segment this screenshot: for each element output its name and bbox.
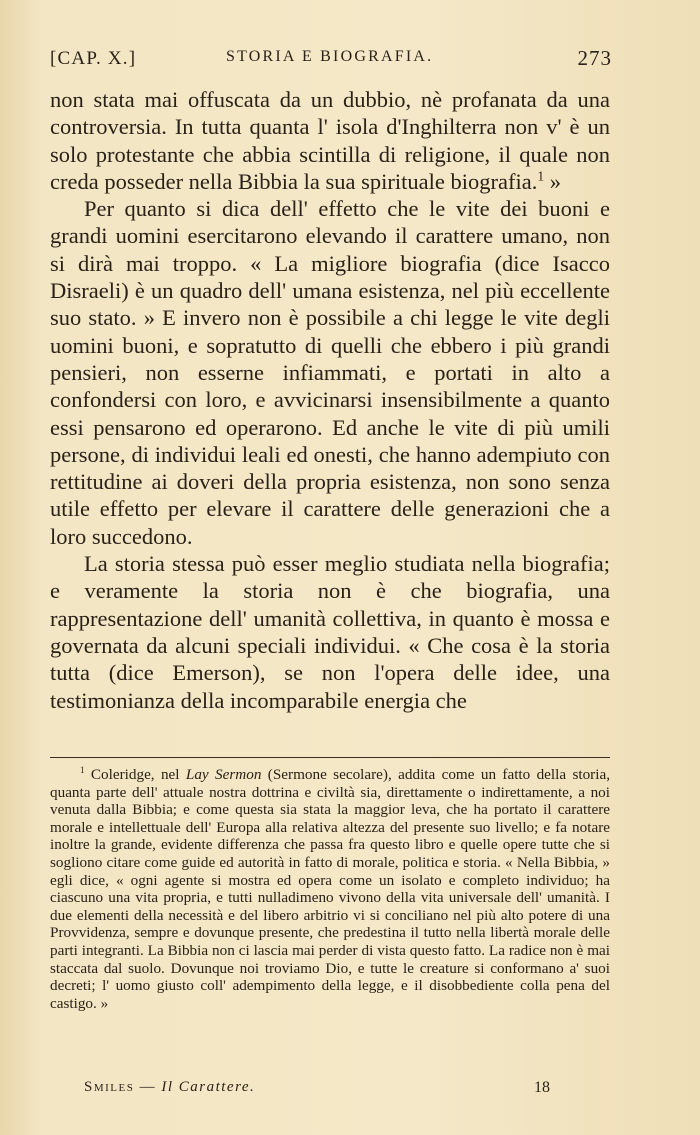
- paragraph-1: [50, 86, 610, 195]
- paragraph-2: Per quanto si dica dell' effetto che le vite dei buoni e grandi uomini esercitarono elevando il carattere umano, non si dirà mai troppo. « La migliore biografia (dice Isacco Disraeli) è un quadro dell' umana esistenza, nel più eccellente suo stato. » E invero non è possibile a chi legge le vite degli uomini buoni, e sopratutto di quelli che ebbero i più grandi pensieri, non esserne infiammati, e portati in alto a confondersi con loro, e avvicinarsi insensibilmente a quanto essi pensarono ed operarono. Ed anche le vite di più umili persone, di individui leali ed onesti, che hanno adempiuto con rettitudine ai doveri della propria esistenza, non sono senza utile effetto per elevare il carattere delle generazioni che a loro succedono.: [50, 196, 610, 549]
- signature-separator: —: [134, 1079, 162, 1095]
- footnote-work-title: Lay Sermon: [185, 766, 262, 783]
- main-text: [50, 86, 610, 714]
- chapter-label: [CAP. X.]: [50, 48, 137, 69]
- page-number: 273: [577, 46, 612, 70]
- running-header: [50, 46, 612, 76]
- footnote-lead: Coleridge, nel: [84, 766, 186, 783]
- footnote: [50, 766, 610, 1012]
- footnote-body: (Sermone secolare), addita come un fatto della storia, quanta parte dell' attuale nostra dottrina e civiltà sia, direttamente o indirettamente, a noi venuta dalla Bibbia; e come questa sia stata la maggior leva, che ha portato il carattere morale e intellettuale dell' Europa alla relativa altezza del presente suo livello; e fa notare inoltre la grande, evidente differenza che passa fra questo libro e quelle opere tutte che si sogliono citare come guide ed autorità in fatto di morale, politica e storia. « Nella Bibbia, » egli dice, « ogni agente si mostra ed opera come un isolato e completo individuo; ha ciascuno una vita propria, e tutti nulladimeno vivono della vita universale dell' umanità. I due elementi della necessità e del libero arbitrio vi si conciliano nel più alto potere di una Provvidenza, sempre e dovunque presente, che predestina il tutto nella libertà morale delle parti integranti. La Bibbia non ci lascia mai perder di vista questo fatto. La radice non è mai staccata dal suolo. Dovunque noi troviamo Dio, e tutte le creature si conformano a' suoi decreti; l' uomo giusto coll' adempimento della legge, e il disobbediente colla pena del castigo. »: [50, 766, 610, 1012]
- paragraph-1-close: »: [544, 168, 561, 194]
- signature-author: Smiles: [84, 1079, 135, 1095]
- signature-book: Il Carattere.: [161, 1079, 256, 1095]
- footnote-text: [50, 766, 610, 1012]
- footnote-reference: 1: [537, 168, 545, 184]
- footnote-marker: 1: [80, 764, 85, 775]
- paragraph-1-text: non stata mai offuscata da un dubbio, nè profanata da una controversia. In tutta quanta l' isola d'Inghilterra non v' è un solo protestante che abbia scintilla di religione, il quale non creda posseder nella Bibbia la sua spirituale biografia.: [50, 87, 610, 194]
- signature-sheet-number: 18: [534, 1079, 550, 1096]
- running-title: STORIA E BIOGRAFIA.: [226, 48, 434, 65]
- signature-author-title: [84, 1079, 255, 1096]
- footnote-divider: [50, 757, 610, 758]
- paragraph-3: La storia stessa può esser meglio studiata nella biografia; e veramente la storia non è che biografia, una rappresentazione dell' umanità collettiva, in quanto è mossa e governata da alcuni speciali individui. « Che cosa è la storia tutta (dice Emerson), se non l'opera delle idee, una testimonianza della incomparabile energia che: [50, 551, 610, 713]
- signature-line: [84, 1079, 564, 1101]
